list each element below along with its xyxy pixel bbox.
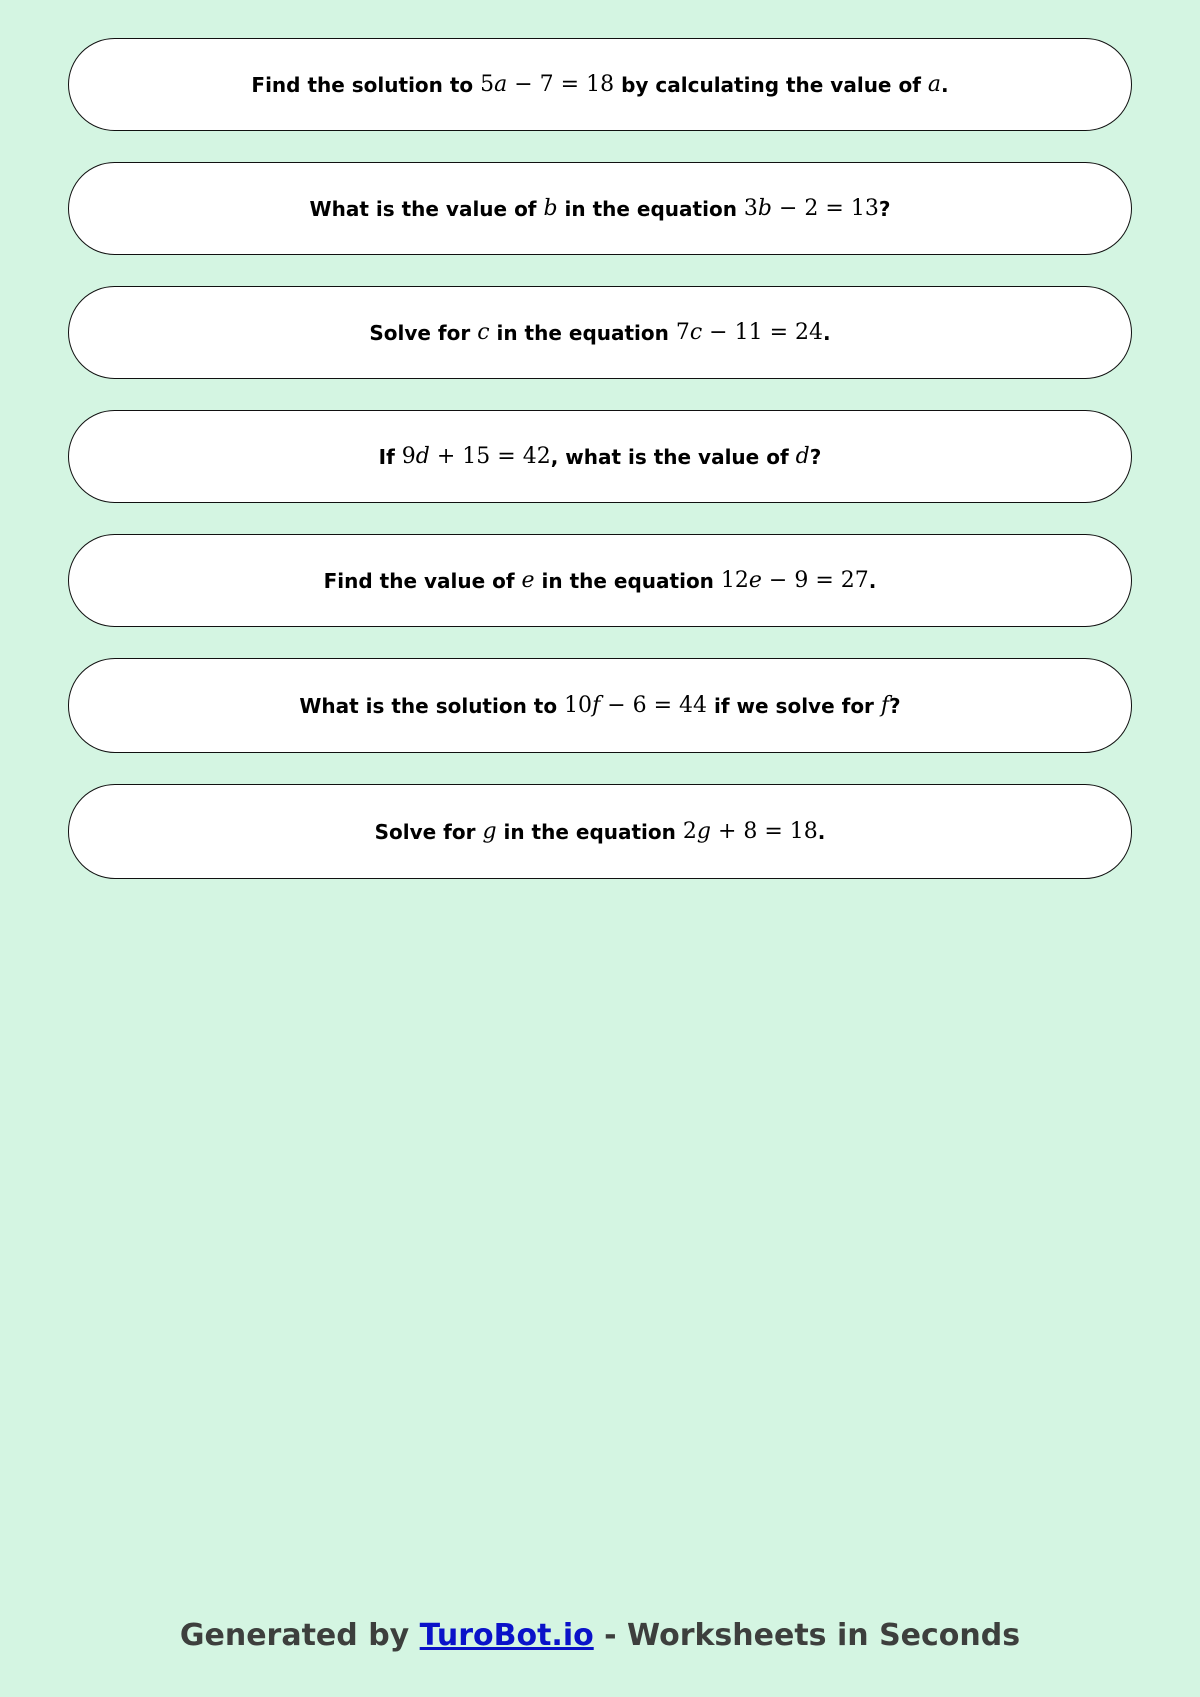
question-card xyxy=(68,534,1132,627)
math-expression: 5a − 7 = 18 xyxy=(480,72,615,97)
question-text: Solve for xyxy=(369,320,478,345)
question-text: Find the value of xyxy=(323,568,522,593)
question-text: ? xyxy=(809,444,822,469)
question-text: ? xyxy=(878,196,891,221)
question-card xyxy=(68,784,1132,879)
question-text: in the equation xyxy=(489,320,676,345)
math-expression: e xyxy=(521,568,535,593)
turobot-link[interactable]: TuroBot.io xyxy=(419,1618,594,1653)
math-expression: 7c − 11 = 24 xyxy=(675,320,824,345)
question-text: in the equation xyxy=(496,819,683,844)
question-list xyxy=(68,38,1132,910)
math-expression: c xyxy=(477,320,490,345)
math-expression: 10f − 6 = 44 xyxy=(564,693,708,718)
question-text: ? xyxy=(889,693,901,718)
question-text: . xyxy=(823,320,831,345)
math-expression: 2g + 8 = 18 xyxy=(682,819,818,844)
question-text: If xyxy=(378,444,402,469)
question-text: Find the solution to xyxy=(251,72,481,97)
math-expression: b xyxy=(543,196,558,221)
question-text: . xyxy=(868,568,877,593)
question-card xyxy=(68,658,1132,753)
question-text: in the equation xyxy=(534,568,721,593)
math-expression: a xyxy=(927,72,941,97)
question-text: What is the value of xyxy=(309,196,544,221)
question-text: Solve for xyxy=(374,819,483,844)
question-text: What is the solution to xyxy=(299,693,565,718)
math-expression: 9d + 15 = 42 xyxy=(401,444,551,469)
question-text: . xyxy=(940,72,949,97)
math-expression: g xyxy=(482,819,497,844)
question-text: in the equation xyxy=(557,196,744,221)
footer-prefix: Generated by xyxy=(179,1618,420,1653)
math-expression: 3b − 2 = 13 xyxy=(743,196,879,221)
question-text: . xyxy=(817,819,826,844)
footer-suffix: - Worksheets in Seconds xyxy=(593,1618,1021,1653)
math-expression: f xyxy=(880,693,890,718)
footer-credit xyxy=(0,1618,1200,1653)
math-expression: d xyxy=(795,444,810,469)
question-card xyxy=(68,286,1132,379)
math-expression: 12e − 9 = 27 xyxy=(720,568,869,593)
question-text: by calculating the value of xyxy=(614,72,928,97)
question-card xyxy=(68,410,1132,503)
question-text: , what is the value of xyxy=(550,444,796,469)
question-card xyxy=(68,38,1132,131)
question-card xyxy=(68,162,1132,255)
question-text: if we solve for xyxy=(707,693,881,718)
